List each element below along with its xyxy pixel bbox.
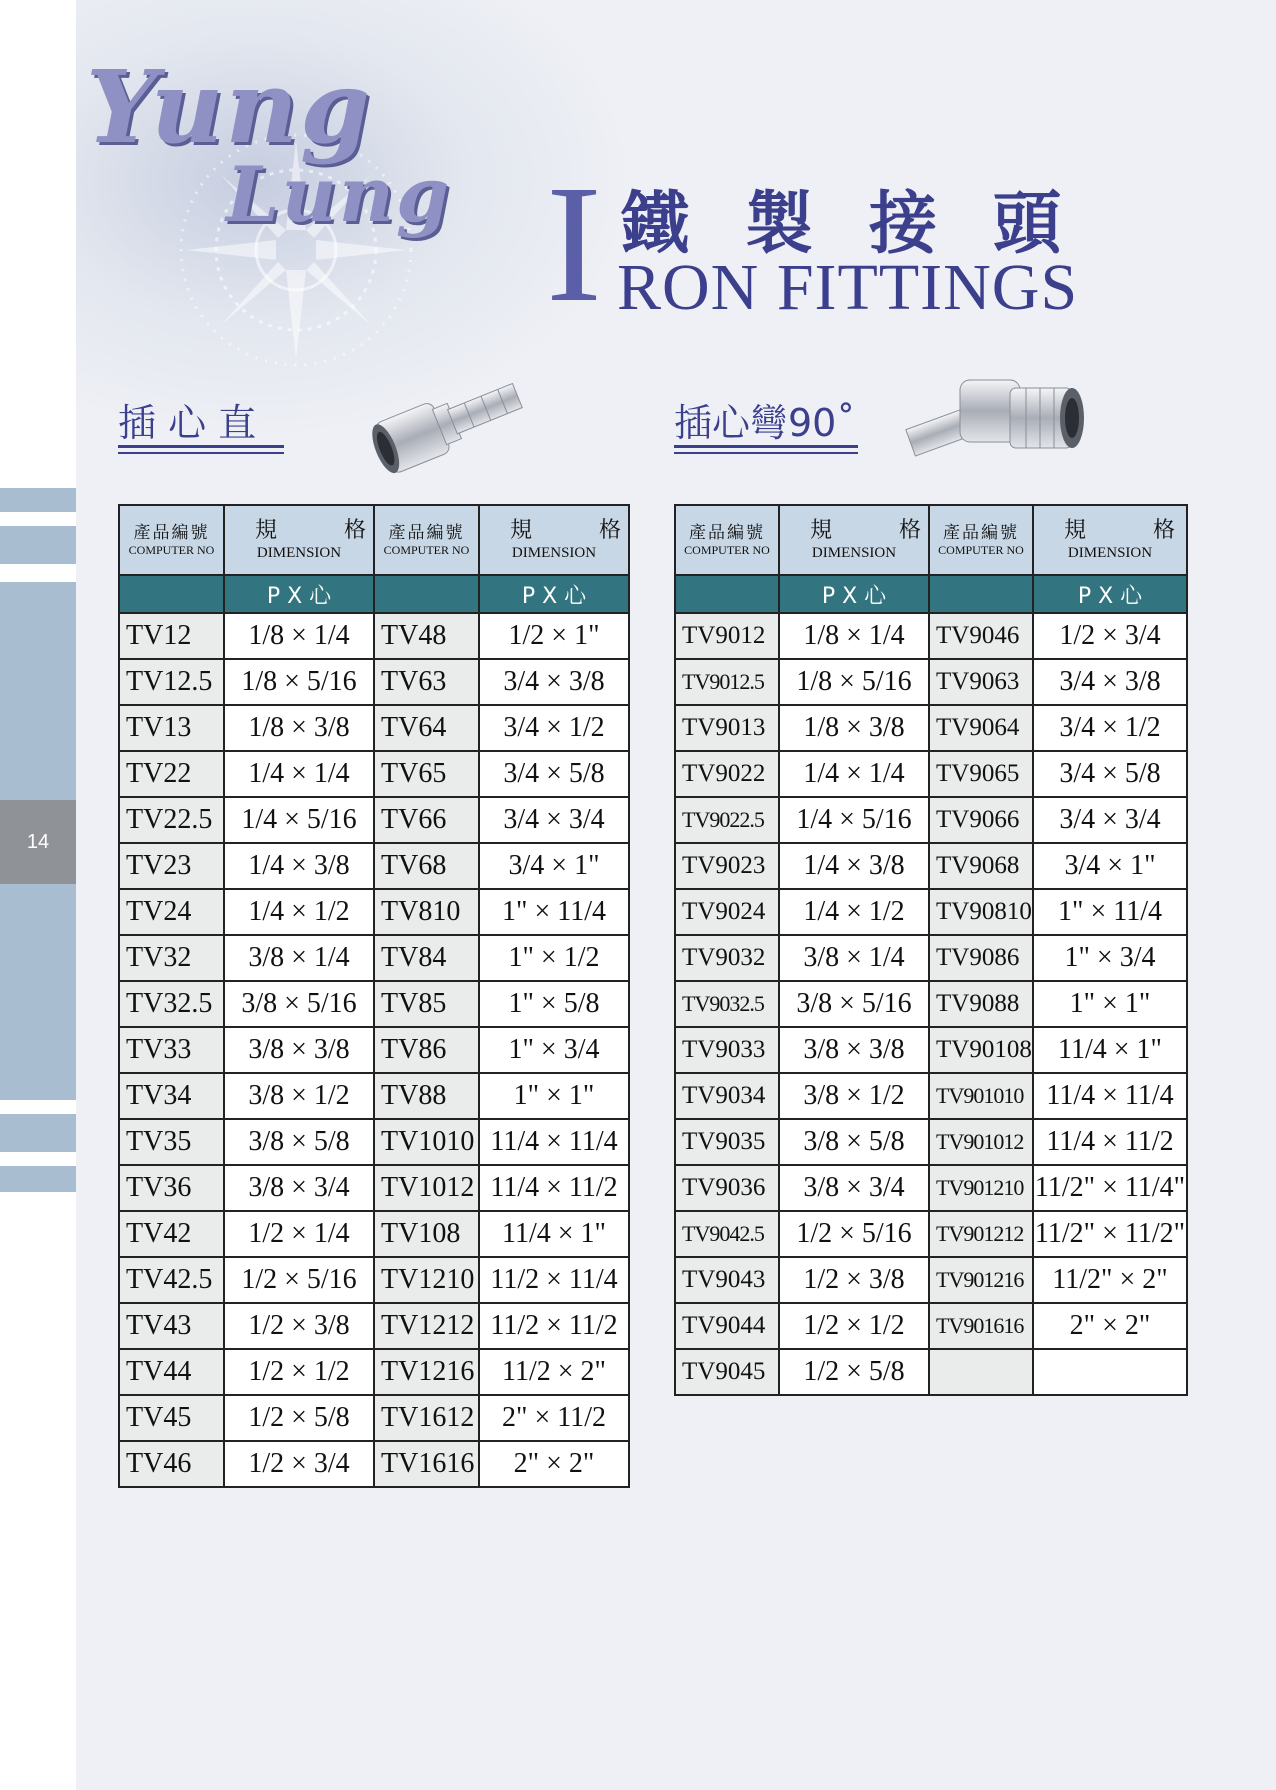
product-code-cell: TV34 (119, 1073, 224, 1119)
subheader-dimension: P X 心 (224, 575, 374, 613)
dimension-cell: 3/8 × 3/8 (224, 1027, 374, 1073)
dimension-cell: 1" × 1/2 (479, 935, 629, 981)
dimension-cell (1033, 1349, 1187, 1395)
dimension-cell: 3/4 × 3/8 (1033, 659, 1187, 705)
dimension-cell: 1" × 3/4 (1033, 935, 1187, 981)
product-code-cell: TV42.5 (119, 1257, 224, 1303)
product-code-cell: TV1212 (374, 1303, 479, 1349)
table-row (119, 797, 629, 843)
page-content (76, 0, 1276, 1790)
dimension-cell: 1/8 × 3/8 (224, 705, 374, 751)
product-code-cell: TV9065 (929, 751, 1033, 797)
dimension-cell: 1" × 1" (1033, 981, 1187, 1027)
header-code: 產品編號 COMPUTER NO (929, 505, 1033, 575)
dimension-cell: 1/2 × 1/2 (779, 1303, 929, 1349)
dimension-cell: 3/4 × 1" (479, 843, 629, 889)
table-row (675, 1257, 1187, 1303)
dimension-cell: 2" × 2" (1033, 1303, 1187, 1349)
product-code-cell: TV9022.5 (675, 797, 779, 843)
product-code-cell: TV9088 (929, 981, 1033, 1027)
straight-spec-table (118, 504, 651, 1488)
table-row (119, 1165, 629, 1211)
dimension-cell: 3/8 × 5/8 (779, 1119, 929, 1165)
product-code-cell: TV9024 (675, 889, 779, 935)
section-underline (118, 452, 284, 454)
dimension-cell: 2" × 2" (479, 1441, 629, 1487)
dimension-cell: 1/4 × 1/4 (779, 751, 929, 797)
dimension-cell: 1/4 × 5/16 (224, 797, 374, 843)
header-code: 產品編號 COMPUTER NO (374, 505, 479, 575)
dimension-cell: 11/2 × 11/2 (479, 1303, 629, 1349)
title-english: RON FITTINGS (617, 251, 1079, 324)
product-code-cell: TV1216 (374, 1349, 479, 1395)
table-row (119, 843, 629, 889)
section-underline (674, 452, 858, 454)
dimension-cell: 3/8 × 3/4 (224, 1165, 374, 1211)
section-underline (674, 445, 858, 448)
product-code-cell: TV13 (119, 705, 224, 751)
product-code-cell: TV33 (119, 1027, 224, 1073)
product-code-cell: TV23 (119, 843, 224, 889)
table-row (119, 1119, 629, 1165)
dimension-cell: 3/8 × 5/16 (779, 981, 929, 1027)
side-bar-accent (0, 526, 76, 564)
table-row (119, 705, 629, 751)
product-code-cell: TV1010 (374, 1119, 479, 1165)
table-row (119, 981, 629, 1027)
table-row (119, 1027, 629, 1073)
section-title-straight: 插 心 直 (118, 401, 257, 445)
table-row (675, 1303, 1187, 1349)
product-code-cell: TV66 (374, 797, 479, 843)
dimension-cell: 3/4 × 5/8 (479, 751, 629, 797)
product-code-cell: TV810 (374, 889, 479, 935)
dimension-cell: 3/4 × 1/2 (1033, 705, 1187, 751)
product-code-cell: TV9045 (675, 1349, 779, 1395)
dimension-cell: 11/4 × 11/4 (1033, 1073, 1187, 1119)
dimension-cell: 11/4 × 11/4 (479, 1119, 629, 1165)
product-code-cell: TV12.5 (119, 659, 224, 705)
subheader-dimension: P X 心 (479, 575, 629, 613)
table-subheader-row (119, 575, 629, 613)
product-code-cell: TV9043 (675, 1257, 779, 1303)
table-subheader-row (675, 575, 1187, 613)
dimension-cell: 1/4 × 5/16 (779, 797, 929, 843)
product-code-cell: TV9012 (675, 613, 779, 659)
product-code-cell: TV9023 (675, 843, 779, 889)
table-row (119, 1303, 629, 1349)
product-code-cell: TV90108 (929, 1027, 1033, 1073)
section-title-elbow: 插心彎90˚ (674, 401, 856, 445)
table-row (119, 935, 629, 981)
table-row (675, 1027, 1187, 1073)
product-code-cell (929, 1349, 1033, 1395)
table-row (119, 1073, 629, 1119)
dimension-cell: 1" × 5/8 (479, 981, 629, 1027)
dimension-cell: 1/2 × 3/8 (779, 1257, 929, 1303)
product-code-cell: TV901210 (929, 1165, 1033, 1211)
product-code-cell: TV88 (374, 1073, 479, 1119)
dimension-cell: 3/8 × 1/2 (779, 1073, 929, 1119)
dimension-cell: 11/4 × 1" (1033, 1027, 1187, 1073)
product-code-cell: TV63 (374, 659, 479, 705)
product-code-cell: TV901012 (929, 1119, 1033, 1165)
product-code-cell: TV9068 (929, 843, 1033, 889)
dimension-cell: 1/8 × 5/16 (224, 659, 374, 705)
dimension-cell: 1" × 3/4 (479, 1027, 629, 1073)
dimension-cell: 1/2 × 5/8 (224, 1395, 374, 1441)
dimension-cell: 1/8 × 5/16 (779, 659, 929, 705)
product-code-cell: TV43 (119, 1303, 224, 1349)
table-row (675, 1349, 1187, 1395)
product-code-cell: TV9064 (929, 705, 1033, 751)
dimension-cell: 11/4 × 11/2 (1033, 1119, 1187, 1165)
side-bar-accent (0, 488, 76, 512)
product-code-cell: TV901216 (929, 1257, 1033, 1303)
header-code: 產品編號 COMPUTER NO (675, 505, 779, 575)
dimension-cell: 11/2" × 2" (1033, 1257, 1187, 1303)
product-code-cell: TV64 (374, 705, 479, 751)
page-number: 14 (0, 800, 76, 884)
dimension-cell: 1/4 × 1/2 (224, 889, 374, 935)
side-bar-accent (0, 1166, 76, 1192)
dimension-cell: 1/2 × 5/16 (224, 1257, 374, 1303)
product-code-cell: TV32.5 (119, 981, 224, 1027)
table-row (119, 1257, 629, 1303)
logo-lung: Lung (226, 150, 452, 239)
section-underline (118, 445, 284, 448)
dimension-cell: 3/4 × 3/4 (1033, 797, 1187, 843)
dimension-cell: 1/2 × 1/4 (224, 1211, 374, 1257)
logo-yung: Yung (86, 48, 373, 166)
product-code-cell: TV35 (119, 1119, 224, 1165)
dimension-cell: 1" × 11/4 (479, 889, 629, 935)
product-code-cell: TV9033 (675, 1027, 779, 1073)
dimension-cell: 3/8 × 3/4 (779, 1165, 929, 1211)
table-row (675, 889, 1187, 935)
product-code-cell: TV1012 (374, 1165, 479, 1211)
product-code-cell: TV1210 (374, 1257, 479, 1303)
header-dimension: 規 格 DIMENSION (224, 505, 374, 575)
product-code-cell: TV9063 (929, 659, 1033, 705)
table-row (675, 935, 1187, 981)
header-code: 產品編號 COMPUTER NO (119, 505, 224, 575)
dimension-cell: 3/8 × 1/4 (224, 935, 374, 981)
dimension-cell: 11/2 × 2" (479, 1349, 629, 1395)
dimension-cell: 3/4 × 3/8 (479, 659, 629, 705)
side-bar-accent (0, 582, 76, 800)
product-code-cell: TV46 (119, 1441, 224, 1487)
subheader-dimension: P X 心 (779, 575, 929, 613)
dimension-cell: 1/2 × 5/16 (779, 1211, 929, 1257)
dimension-cell: 1/8 × 1/4 (224, 613, 374, 659)
product-code-cell: TV12 (119, 613, 224, 659)
product-code-cell: TV9022 (675, 751, 779, 797)
product-code-cell: TV85 (374, 981, 479, 1027)
product-code-cell: TV9012.5 (675, 659, 779, 705)
product-code-cell: TV22 (119, 751, 224, 797)
side-bar-accent (0, 1114, 76, 1152)
product-code-cell: TV9066 (929, 797, 1033, 843)
dimension-cell: 3/8 × 3/8 (779, 1027, 929, 1073)
table-row (675, 613, 1187, 659)
table-row (119, 659, 629, 705)
dimension-cell: 1/2 × 5/8 (779, 1349, 929, 1395)
dimension-cell: 1/4 × 3/8 (224, 843, 374, 889)
title-chinese: 鐵製接頭 (621, 185, 1118, 264)
product-code-cell: TV86 (374, 1027, 479, 1073)
product-code-cell: TV901212 (929, 1211, 1033, 1257)
product-code-cell: TV9036 (675, 1165, 779, 1211)
dimension-cell: 1/2 × 3/4 (224, 1441, 374, 1487)
product-code-cell: TV36 (119, 1165, 224, 1211)
dimension-cell: 2" × 11/2 (479, 1395, 629, 1441)
subheader-dimension: P X 心 (1033, 575, 1187, 613)
table-row (675, 705, 1187, 751)
dimension-cell: 3/8 × 1/2 (224, 1073, 374, 1119)
left-margin-strip (0, 0, 76, 1790)
table-row (675, 1119, 1187, 1165)
dimension-cell: 1" × 11/4 (1033, 889, 1187, 935)
dimension-cell: 11/2" × 11/4" (1033, 1165, 1187, 1211)
product-code-cell: TV9086 (929, 935, 1033, 981)
dimension-cell: 1/2 × 3/8 (224, 1303, 374, 1349)
product-code-cell: TV9042.5 (675, 1211, 779, 1257)
table-header-row (675, 505, 1187, 575)
product-code-cell: TV68 (374, 843, 479, 889)
dimension-cell: 1/2 × 1" (479, 613, 629, 659)
product-code-cell: TV48 (374, 613, 479, 659)
dimension-cell: 3/4 × 5/8 (1033, 751, 1187, 797)
table-row (675, 1165, 1187, 1211)
product-code-cell: TV84 (374, 935, 479, 981)
dimension-cell: 11/2 × 11/4 (479, 1257, 629, 1303)
dimension-cell: 1/8 × 1/4 (779, 613, 929, 659)
elbow-spec-table (674, 504, 1205, 1396)
side-bar-accent (0, 884, 76, 1100)
dimension-cell: 1/4 × 1/4 (224, 751, 374, 797)
product-code-cell: TV90810 (929, 889, 1033, 935)
dimension-cell: 11/4 × 1" (479, 1211, 629, 1257)
dimension-cell: 3/4 × 1" (1033, 843, 1187, 889)
product-code-cell: TV9035 (675, 1119, 779, 1165)
product-code-cell: TV9032.5 (675, 981, 779, 1027)
table-header-row (119, 505, 629, 575)
elbow-hose-fitting-icon (900, 360, 1090, 480)
dimension-cell: 1/2 × 1/2 (224, 1349, 374, 1395)
product-code-cell: TV901616 (929, 1303, 1033, 1349)
product-code-cell: TV9032 (675, 935, 779, 981)
product-code-cell: TV901010 (929, 1073, 1033, 1119)
dimension-cell: 3/4 × 1/2 (479, 705, 629, 751)
table-row (119, 751, 629, 797)
straight-hose-fitting-icon (358, 356, 538, 476)
product-code-cell: TV42 (119, 1211, 224, 1257)
table-row (675, 843, 1187, 889)
dimension-cell: 1/4 × 1/2 (779, 889, 929, 935)
product-code-cell: TV65 (374, 751, 479, 797)
table-row (675, 797, 1187, 843)
table-row (119, 613, 629, 659)
table-row (119, 889, 629, 935)
dimension-cell: 11/2" × 11/2" (1033, 1211, 1187, 1257)
dimension-cell: 1/2 × 3/4 (1033, 613, 1187, 659)
table-row (675, 981, 1187, 1027)
header-dimension: 規 格 DIMENSION (1033, 505, 1187, 575)
product-code-cell: TV44 (119, 1349, 224, 1395)
table-row (119, 1349, 629, 1395)
product-code-cell: TV45 (119, 1395, 224, 1441)
header-dimension: 規 格 DIMENSION (779, 505, 929, 575)
product-code-cell: TV108 (374, 1211, 479, 1257)
product-code-cell: TV1612 (374, 1395, 479, 1441)
table-row (675, 1073, 1187, 1119)
product-code-cell: TV32 (119, 935, 224, 981)
dimension-cell: 3/8 × 5/16 (224, 981, 374, 1027)
dimension-cell: 3/8 × 1/4 (779, 935, 929, 981)
product-code-cell: TV9044 (675, 1303, 779, 1349)
dimension-cell: 1/8 × 3/8 (779, 705, 929, 751)
product-code-cell: TV9034 (675, 1073, 779, 1119)
title-initial: I (546, 151, 602, 337)
dimension-cell: 3/4 × 3/4 (479, 797, 629, 843)
product-code-cell: TV22.5 (119, 797, 224, 843)
table-row (675, 1211, 1187, 1257)
dimension-cell: 1/4 × 3/8 (779, 843, 929, 889)
dimension-cell: 3/8 × 5/8 (224, 1119, 374, 1165)
dimension-cell: 11/4 × 11/2 (479, 1165, 629, 1211)
dimension-cell: 1" × 1" (479, 1073, 629, 1119)
table-row (119, 1211, 629, 1257)
product-code-cell: TV9013 (675, 705, 779, 751)
table-row (675, 659, 1187, 705)
table-row (675, 751, 1187, 797)
product-code-cell: TV24 (119, 889, 224, 935)
table-row (119, 1395, 629, 1441)
header-dimension: 規 格 DIMENSION (479, 505, 629, 575)
product-code-cell: TV1616 (374, 1441, 479, 1487)
table-row (119, 1441, 629, 1487)
product-code-cell: TV9046 (929, 613, 1033, 659)
